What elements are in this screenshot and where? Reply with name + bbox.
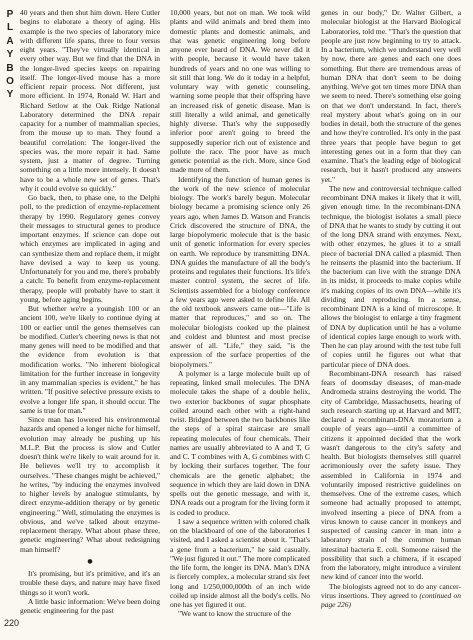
side-label-letter: O [6,76,14,88]
paragraph: The new and controversial technique called recombinant DNA makes it likely that it will, given enough time. In the recombinant-DNA technique, the biologist isolates a small piece of DNA that he wants to study by cutting it out of the long DNA strand with enzymes. Next, with other enzymes, he glues it to a small piece of bacterial DNA called a plasmid. Then he reinserts the plasmid into the bacterium. If the bacterium can live with the strange DNA in its midst, it proceeds to make copies while it's making copies of its own DNA—while it's dividing and reproducing. In a sense, recombinant DNA is a kind of microscope. It allows the biologist to enlarge a tiny fragment of DNA by duplication until he has a volume of identical copies large enough to work with. Then he can play around with the test tube full of copies until he figures out what that particular piece of DNA does. [321,183,461,369]
side-label-letter: A [6,35,14,47]
paragraph: Recombinant-DNA research has raised fears of doomsday diseases, of man-made Andromeda strains destroying the world. The city of Cambridge, Massachusetts, hearing of such research starting up at Harvard and MIT, declared a recombinant-DNA moratorium a couple of years ago—until a committee of citizens it appointed decided that the work wasn't dangerous to the city's safety and health. But biologists themselves still quarrel acrimoniously over the safety issue. They assembled in California in 1974 and voluntarily imposed restrictive guidelines on themselves. One of the extreme cases, which someone had actually proposed to attempt, involved inserting a piece of DNA from a virus known to cause cancer in monkeys and suspected of causing cancer in man into a laboratory strain of the common human intestinal bacteria E. coli. Someone raised the possibility that such a chimera, if it escaped from the laboratory, might introduce a virulent new kind of cancer into the world. [321,368,461,582]
article-column-3 [321,8,461,609]
paragraph: 10,000 years, but not on man. We took wild plants and wild animals and bred them into domestic plants and domestic animals, and that was genetic engineering long before anyone ever heard of DNA. We never did it with people, because it would have taken hundreds of years and no one was willing to sit still that long. We do it today in a helpful, voluntary way with genetic counseling, warning some people that their offspring have an increased risk of genetic disease. Man is still literally a wild animal, and genetically highly diverse. That's why the supposedly inferior poor aren't going to breed the supposedly superior rich out of existence and pollute the race. The poor have as much genetic potential as the rich. More, since God made more of them. [170,8,310,175]
paragraph-text: The biologists agreed not to do any cancer-virus insertions. They agreed to [321,581,461,600]
paragraph: A polymer is a large molecule built up of repeating, linked small molecules. The DNA molecule takes the shape of a double helix, two exterior backbones of sugar phosphate coiled around each other with a right-hand twist. Bridged between the two backbones like the steps of a spiral staircase are small repeating molecules of four chemicals. Their names are usually abbreviated to A and T, G and C. T combines with A, G combines with C by locking their surfaces together. The four chemicals are the genetic alphabet; the sequence in which they are laid down in DNA spells out the genetic message, and with it, DNA reads out a program for the living form it is coded to produce. [170,368,310,517]
side-label-letter: P [6,9,14,20]
side-label-letter: Y [6,49,14,61]
paragraph: Since man has lowered his environmental hazards and opened a longer niche for himself, evolution may already be pushing up his M.L.P. But the process is slow and Cutler doesn't think we're likely to wait around for it. He believes we'll try to accomplish it ourselves. "These changes might be achieved," he writes, "by inducing the enzymes involved to higher levels by analogue stimulants, by direct enzyme-addition therapy or by genetic engineering." Well, stimulating the enzymes is obvious, and we've talked about enzyme-replacement therapy. What about phase three, genetic engineering? What about redesigning man himself? [20,415,160,554]
side-label-letter: L [6,22,14,34]
paragraph: A little basic information: We've been doing genetic engineering for the past [20,596,160,615]
section-bullet: ● [87,557,93,565]
paragraph: I saw a sequence written with colored chalk on the blackboard of one of the laboratories I visited, and I asked a scientist about it. "That's a gene from a bacterium," he said casually. "We just figured it out." The more complicated the life form, the longer its DNA. Man's DNA is fiercely complex, a molecular strand six feet long and 1/250,000,000th of an inch wide coiled up inside almost all the body's cells. No one has yet figured it out. [170,516,310,609]
magazine-section-label [4,8,16,102]
page-number: 220 [4,618,20,628]
paragraph: Go back, then, to phase one, to the Delphi poll, to the prediction of enzyme-replacement therapy by 1990. Regulatory genes convey their messages to structural genes to produce important enzymes. If science can dope out which enzymes are implicated in aging and can synthesize them and replace them, it might have devised a way to keep us young. Unfortunately for you and me, there's probably a catch: To benefit from enzyme-replacement therapy, people will probably have to start it young, before aging begins. [20,193,160,304]
side-label-letter: B [6,62,14,74]
continued-note: (continued on page 226) [321,590,461,609]
paragraph: genes in our body," Dr. Walter Gilbert, a molecular biologist at the Harvard Biological Laboratories, told me. "That's the question that people are just now beginning to try to attack. In a bacterium, which we understand very well by now, there are genes and each one does something. But there are tremendous areas of human DNA that don't seem to be doing anything. We've got ten times more DNA than we seem to need. There's something else going on that we don't understand. In fact, there's real mystery about what's going on in our bodies in detail, both the structure of the genes and how they're controlled. It's only in the past three years that people have begun to get interesting genes out in a form that they can examine. That's the leading edge of biological research, but it hasn't produced any answers yet." [321,8,461,184]
side-label-letter: Y [6,89,14,101]
paragraph: "We want to know the structure of the [178,609,291,619]
article-column-1 [20,8,160,615]
paragraph: Identifying the function of human genes is the work of the new science of molecular biology. The work's barely begun. Molecular biology became a promising science only 26 years ago, when James D. Watson and Francis Crick discovered the structure of DNA, the large biopolymeric molecule that is the basic unit of genetic information for every species on earth. We reproduce by transmitting DNA. DNA guides the manufacture of all the body's proteins and regulates their functions. It's life's master control system, the secret of life. Scientists assembled for a biology conference a few years ago were asked to define life. All the old textbook answers came out—"Life is matter that reproduces," and so on. The molecular biologists cooked up the plainest and coldest and bluntest and most precise answer of all. "Life," they said, "is the expression of the surface properties of the biopolymers." [170,174,310,369]
article-column-2 [170,8,310,619]
paragraph: But whether we're a youngish 100 or an ancient 100, we're likely to continue dying at 100 or earlier until the genes themselves can be modified. Cutler's cheering news is that not many genes will need to be modified and that the evidence from evolution is that modification works. "No inherent biological limitation for the further increase in longevity in any mammalian species is evident," he has written. "If positive selective pressure exists to evolve a longer life span, it should occur. The same is true for man." [20,304,160,415]
paragraph: It's promising, but it's primitive, and it's an trouble these days, and nature may have fixed things so it won't work. [20,569,160,597]
paragraph [321,582,461,610]
paragraph: 40 years and then shut him down. Here Cutler begins to elaborate a theory of aging. His example is the two species of laboratory mice with different life spans, three to four versus eight years. "They've virtually identical in every other way. But we find that the DNA in the longer-lived species keeps on repairing itself. The longer-lived mouse has a more efficient repair process. Not different, just more efficient. In 1974, Ronald W. Hart and Richard Setlow at the Oak Ridge National Laboratory determined the DNA repair capacity for a number of mammalian species, from the mouse up to man. They found a beautiful correlation: The longer-lived the species was, the more repair it had. Same system, just a matter of degree. Turning something on a little more intensely. It doesn't have to be a whole new set of genes. That's why it could evolve so quickly." [20,8,160,193]
